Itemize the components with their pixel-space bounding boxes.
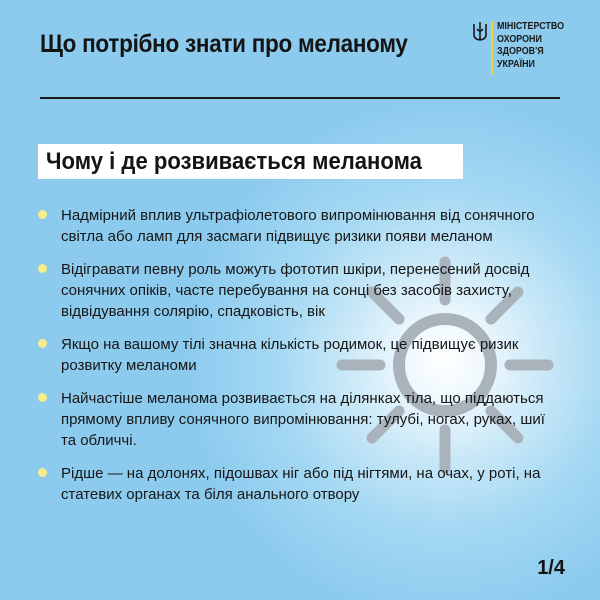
list-item xyxy=(38,463,558,505)
bullet-dot-icon xyxy=(38,264,47,273)
page-number: 1/4 xyxy=(537,557,565,579)
logo-line: МІНІСТЕРСТВО xyxy=(497,20,565,32)
trident-icon xyxy=(472,21,488,43)
list-item-text: Надмірний вплив ультрафіолетового випромінювання від сонячного світла або ламп для засмаги підвищує ризики появи меланом xyxy=(61,207,535,245)
bullet-dot-icon xyxy=(38,339,47,348)
list-item xyxy=(38,334,558,376)
section-title xyxy=(38,144,463,179)
list-item-text: Якщо на вашому тілі значна кількість родимок, це підвищує ризик розвитку меланоми xyxy=(61,336,519,374)
header-divider xyxy=(40,97,560,99)
bullet-dot-icon xyxy=(38,468,47,477)
logo-line: ЗДОРОВ'Я xyxy=(497,45,544,57)
ministry-logo xyxy=(472,20,572,78)
bullet-dot-icon xyxy=(38,393,47,402)
page-title: Що потрібно знати про меланому xyxy=(40,30,408,58)
logo-line: ОХОРОНИ xyxy=(497,32,542,45)
list-item-text: Рідше — на долонях, підошвах ніг або під нігтями, на очах, у роті, на статевих органах та біля анального отвору xyxy=(61,465,541,503)
list-item xyxy=(38,205,558,247)
list-item-text: Найчастіше меланома розвивається на ділянках тіла, що піддаються прямому впливу сонячного випромінювання: тулубі, ногах, руках, шиї та обличчі. xyxy=(61,390,545,449)
section-title-text: Чому і де розвивається меланома xyxy=(46,148,422,175)
list-item-text: Відігравати певну роль можуть фототип шкіри, перенесений досвід сонячних опіків, часте перебування на сонці без засобів захисту, відвідування солярію, спадковість, вік xyxy=(61,261,530,320)
list-item xyxy=(38,259,558,322)
bullet-list xyxy=(38,205,558,517)
list-item xyxy=(38,388,558,451)
ministry-name xyxy=(497,20,564,70)
logo-line: УКРАЇНИ xyxy=(497,57,535,70)
logo-accent-bar xyxy=(491,21,493,75)
bullet-dot-icon xyxy=(38,210,47,219)
